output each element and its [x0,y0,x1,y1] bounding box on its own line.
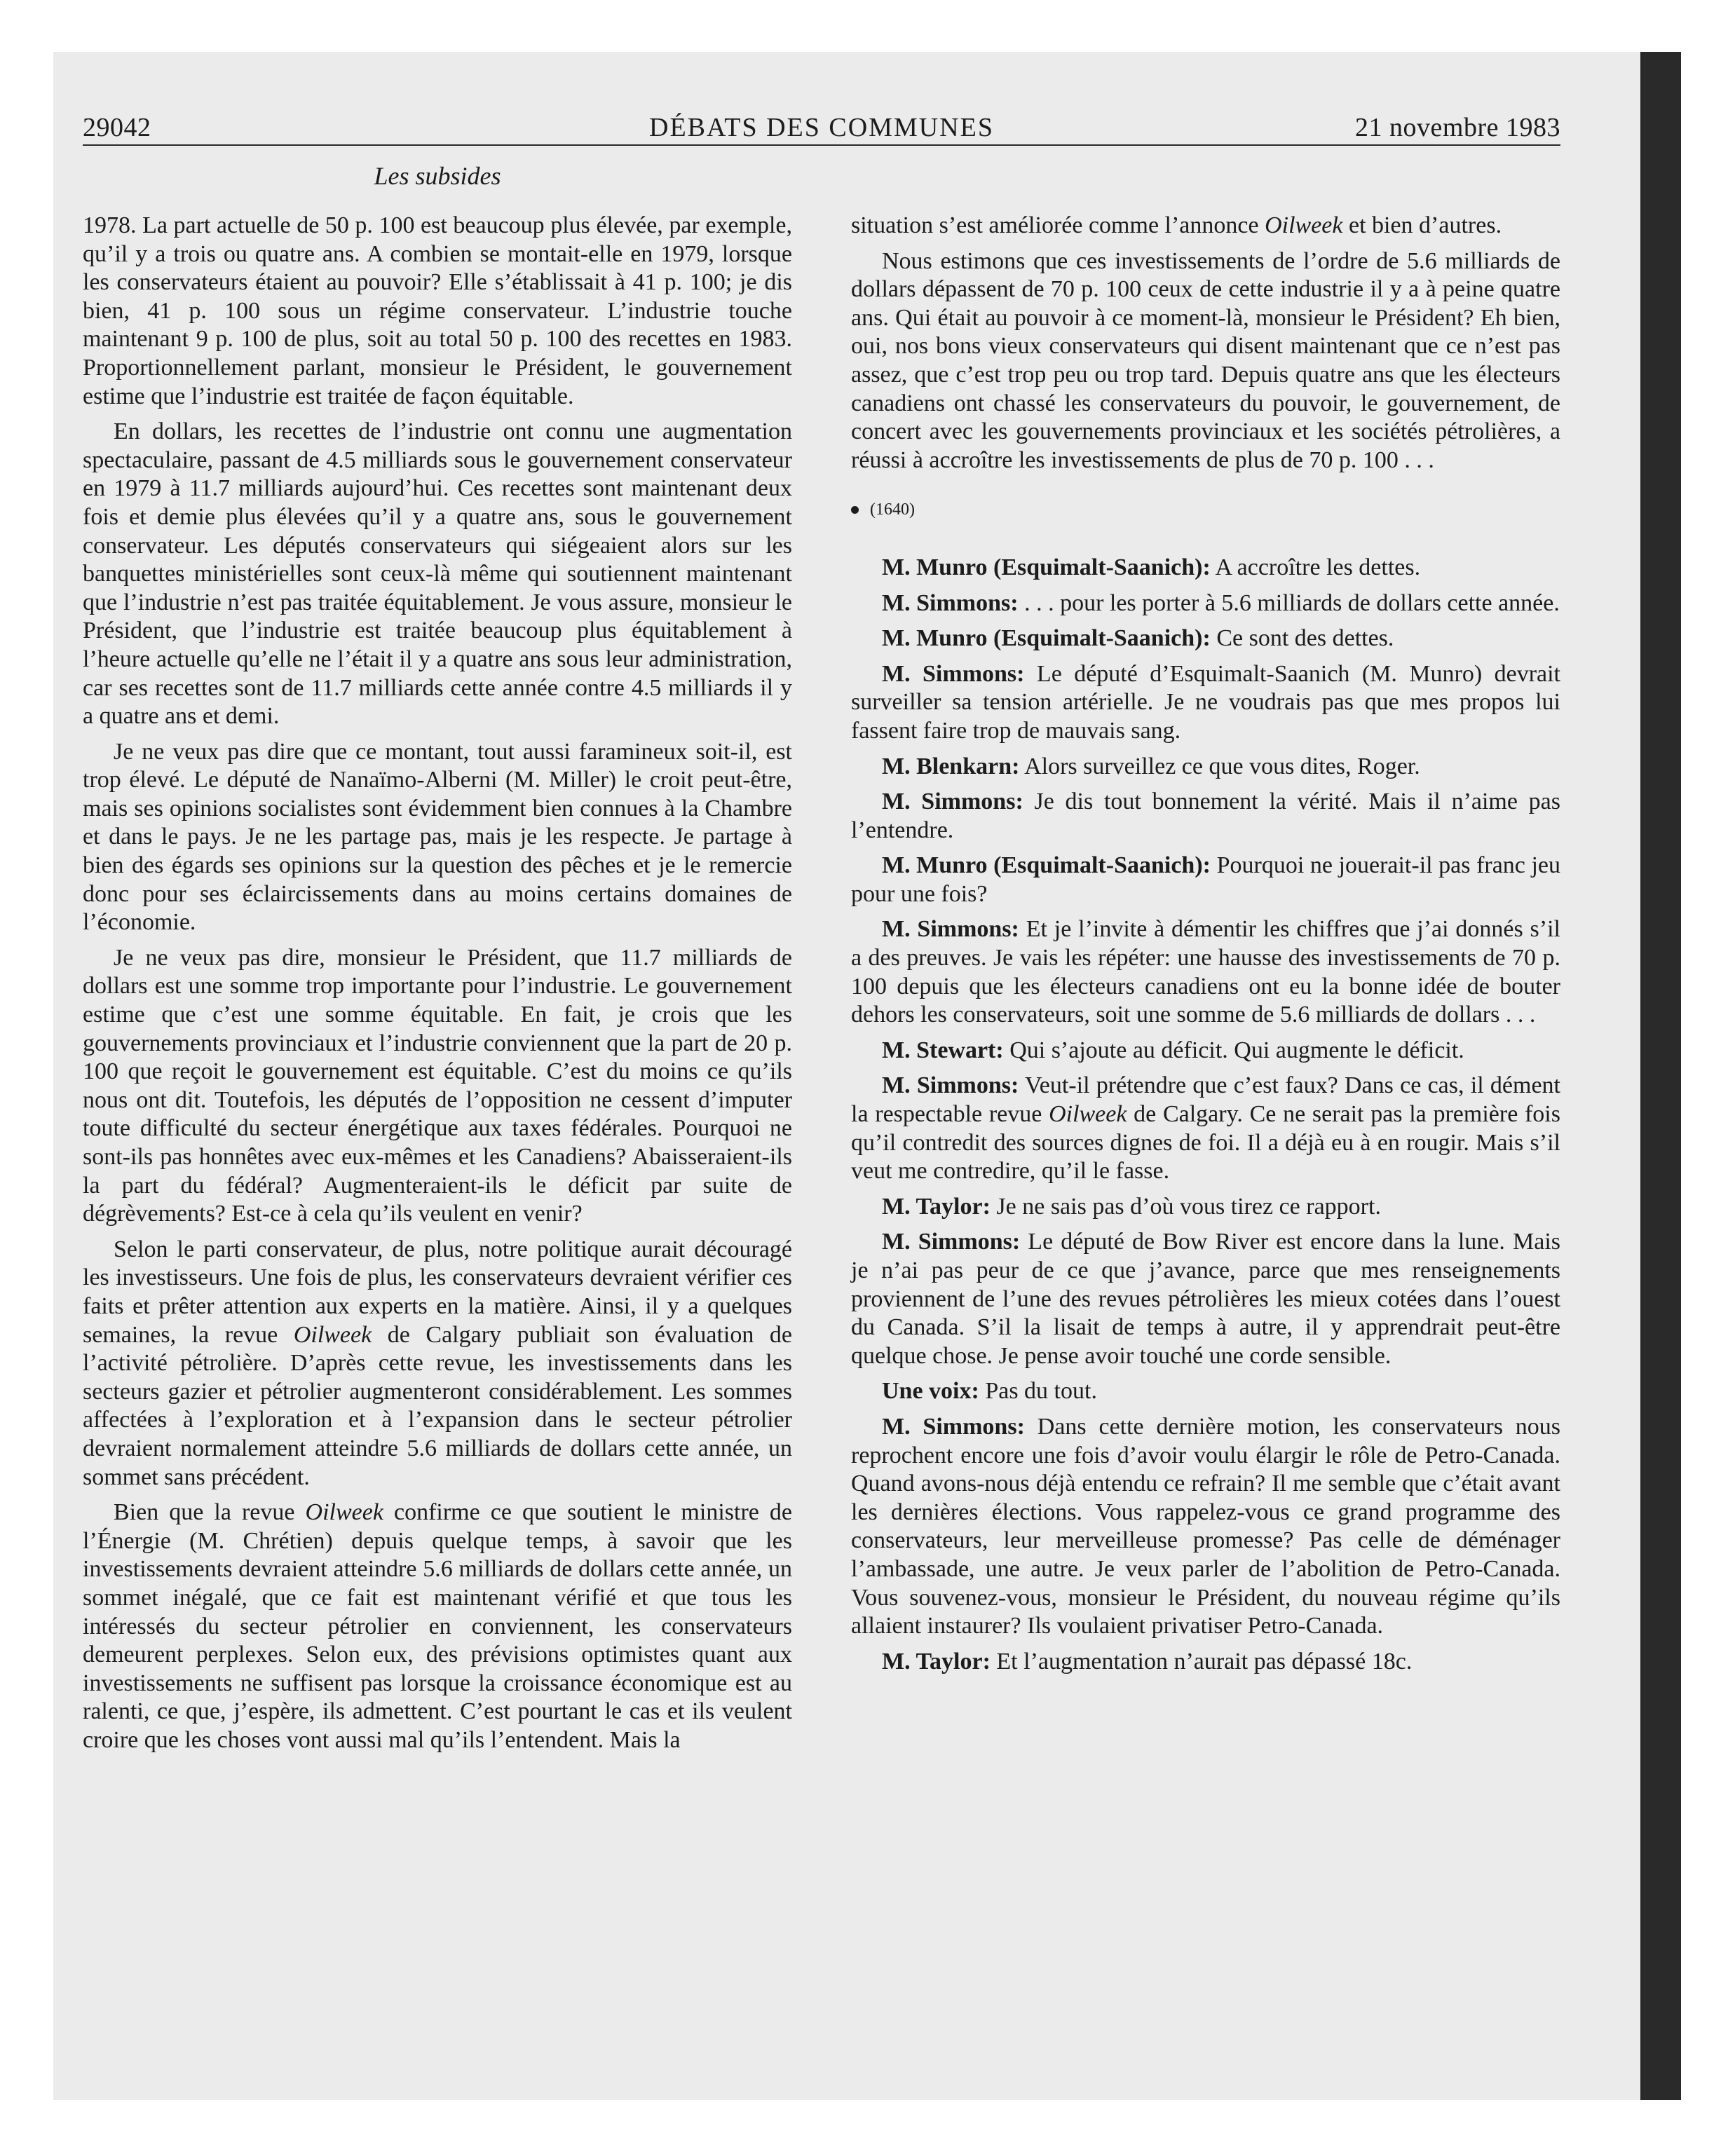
paragraph: Nous estimons que ces investissements de l’ordre de 5.6 milliards de dollars dépassent de 70 p. 100 ceux de cette industrie il y a à peine quatre ans. Qui était au pouvoir à ce moment-là, monsieur le Président? Eh bien, oui, nos bons vieux conservateurs qui disent maintenant que ce n’est pas assez, que c’est trop peu ou trop tard. Depuis quatre ans que les électeurs canadiens ont chassé les conservateurs du pouvoir, le gouvernement, de concert avec les gouvernements provinciaux et les sociétés pétrolières, a réussi à accroître les investissements de plus de 70 p. 100 . . . [851,247,1560,473]
bullet-icon [851,506,859,514]
paragraph: Selon le parti conservateur, de plus, notre politique aurait découragé les investisseurs. Une fois de plus, les conservateurs devraient vérifier ces faits et prêter attention aux experts en la matière. Ainsi, il y a quelques semaines, la revue Oilweek de Calgary publiait son évaluation de l’activité pétrolière. D’après cette revue, les investissements dans les secteurs gazier et pétrolier augmenteront considérablement. Les sommes affectées à l’exploration et à l’expansion dans le secteur pétrolier devraient normalement atteindre 5.6 milliards de dollars cette année, un sommet sans précédent. [83,1236,793,1490]
time-marker-label: (1640) [870,500,915,519]
paragraph: Bien que la revue Oilweek confirme ce que soutient le ministre de l’Énergie (M. Chrétien) depuis quelque temps, à savoir que les investissements devraient atteindre 5.6 milliards de dollars cette année, un sommet inégalé, que ce fait est maintenant vérifié et que tous les intéressés du secteur pétrolier en conviennent, les conservateurs demeurent perplexes. Selon eux, des prévisions optimistes quant aux investissements ne suffisent pas lorsque la croissance économique est au ralenti, ce que, j’espère, ils admettent. C’est pourtant le cas et ils veulent croire que les choses vont aussi mal qu’ils l’entendent. Mais la [83,1499,792,1753]
paragraph: 1978. La part actuelle de 50 p. 100 est beaucoup plus élevée, par exemple, qu’il y a trois ou quatre ans. A combien se montait-elle en 1979, lorsque les conservateurs étaient au pouvoir? Elle s’établissait à 41 p. 100; je dis bien, 41 p. 100 sous un régime conservateur. L’industrie touche maintenant 9 p. 100 de plus, soit au total 50 p. 100 des recettes en 1983. Proportionnellement parlant, monsieur le Président, le gouvernement estime que l’industrie est traitée de façon équitable. [83,212,792,409]
speech: M. Munro (Esquimalt-Saanich): Ce sont des dettes. [882,625,1394,652]
speaker: Une voix: [882,1378,979,1405]
speech: M. Simmons: . . . pour les porter à 5.6 milliards de dollars cette année. [882,589,1560,616]
riding: Esquimalt-Saanich [1001,554,1195,580]
paragraph: situation s’est améliorée comme l’annonce Oilweek et bien d’autres. [851,212,1502,238]
paragraph: En dollars, les recettes de l’industrie ont connu une augmentation spectaculaire, passant de 4.5 milliards sous le gouvernement conservateur en 1979 à 11.7 milliards aujourd’hui. Ces recettes sont maintenant deux fois et demie plus élevées qu’il y a quatre ans, sous le gouvernement conservateur. Les députés conservateurs qui siégeaient alors sur les banquettes ministérielles sont ceux-là même qui soutiennent maintenant que l’industrie n’est pas traitée équitablement. Je vous assure, monsieur le Président, que l’industrie est traitée beaucoup plus équitablement à l’heure actuelle qu’elle ne l’était il y a quatre ans sous leur administration, car ses recettes sont de 11.7 milliards cette année contre 4.5 milliards il y a quatre ans et demi. [83,418,792,730]
speaker: M. Simmons: [882,1072,1019,1099]
page-header [83,112,1560,161]
speaker: M. Stewart: [882,1037,1004,1063]
speech: M. Simmons: Le député de Bow River est encore dans la lune. Mais je n’ai pas peur de ce que j’avance, parce que mes renseignements proviennent de l’une des revues pétrolières les mieux cotées dans l’ouest du Canada. S’il la lisait de temps à autre, il y apprendrait peut-être quelque chose. Je pense avoir touché une corde sensible. [851,1229,1561,1369]
left-column [83,212,792,1761]
speaker: M. Munro [882,625,988,652]
speech: M. Simmons: Je dis tout bonnement la vérité. Mais il n’aime pas l’entendre. [851,789,1561,843]
speaker: M. Simmons: [882,1413,1025,1440]
paragraph: Je ne veux pas dire que ce montant, tout aussi faramineux soit-il, est trop élevé. Le député de Nanaïmo-Alberni (M. Miller) le croit peut-être, mais ses opinions socialistes sont évidemment bien connues à la Chambre et dans le pays. Je ne les partage pas, mais je les respecte. Je partage à bien des égards ses opinions sur la question des pêches et je le remercie donc pour ses éclaircissements dans au moins certains domaines de l’économie. [83,738,792,936]
publication-title: DÉBATS DES COMMUNES [649,113,994,142]
magazine-name: Oilweek [305,1499,383,1526]
magazine-name: Oilweek [1265,212,1343,238]
page-number: 29042 [83,113,151,142]
header-rule [83,144,1560,146]
speaker: M. Blenkarn: [882,753,1020,779]
speaker: M. Simmons: [882,916,1019,943]
speaker: M. Munro [882,852,988,879]
speaker: M. Taylor: [882,1648,991,1674]
speech: M. Simmons: Le député d’Esquimalt-Saanich (M. Munro) devrait surveiller sa tension artérielle. Je ne voudrais pas que mes propos lui fassent faire trop de mauvais sang. [851,660,1561,744]
speaker: M. Simmons: [882,589,1019,616]
time-marker [851,496,1560,524]
speech: M. Simmons: Et je l’invite à démentir les chiffres que j’ai donnés s’il a des preuves. Je vais les répéter: une hausse des investissements de 70 p. 100 depuis que les électeurs canadiens ont eu la bonne idée de bouter dehors les conservateurs, soit une somme de 5.6 milliards de dollars . . . [851,916,1561,1028]
right-column [851,212,1560,1683]
speaker: M. Taylor: [882,1193,991,1220]
speaker: M. Simmons: [882,660,1025,687]
speech: M. Stewart: Qui s’ajoute au déficit. Qui augmente le déficit. [882,1037,1464,1063]
section-subhead: Les subsides [374,162,501,190]
speech: M. Simmons: Veut-il prétendre que c’est faux? Dans ce cas, il dément la respectable revue Oilweek de Calgary. Ce ne serait pas la première fois qu’il contredit des sources dignes de foi. Il a déjà eu à en rougir. Mais s’il veut me contredire, qu’il le fasse. [851,1072,1560,1185]
binding-edge [1640,52,1681,2100]
riding: Esquimalt-Saanich [1001,625,1195,652]
speech: M. Taylor: Je ne sais pas d’où vous tirez ce rapport. [882,1193,1381,1220]
speech: M. Munro (Esquimalt-Saanich): A accroître les dettes. [882,554,1421,580]
speech: M. Munro (Esquimalt-Saanich): Pourquoi ne jouerait-il pas franc jeu pour une fois? [851,852,1561,907]
speaker: M. Simmons: [882,789,1023,815]
magazine-name: Oilweek [293,1321,372,1348]
speaker: M. Simmons: [882,1229,1021,1255]
speech: M. Blenkarn: Alors surveillez ce que vous dites, Roger. [882,753,1420,779]
magazine-name: Oilweek [1049,1101,1127,1128]
riding: Esquimalt-Saanich [1001,852,1195,879]
speech: M. Taylor: Et l’augmentation n’aurait pas dépassé 18c. [882,1648,1413,1674]
paragraph: Je ne veux pas dire, monsieur le Président, que 11.7 milliards de dollars est une somme trop importante pour l’industrie. Le gouvernement estime que c’est une somme équitable. En fait, je crois que les gouvernements provinciaux et l’industrie conviennent que la part de 20 p. 100 que reçoit le gouvernement est équitable. C’est du moins ce qu’ils nous ont dit. Toutefois, les députés de l’opposition ne cessent d’imputer toute difficulté du secteur énergétique aux taxes fédérales. Pourquoi ne sont-ils pas honnêtes avec eux-mêmes et les Canadiens? Abaisseraient-ils la part du fédéral? Augmenteraient-ils le déficit par suite de dégrèvements? Est-ce à cela qu’ils veulent en venir? [83,944,792,1227]
speech: Une voix: Pas du tout. [882,1378,1097,1405]
sitting-date: 21 novembre 1983 [1355,113,1560,142]
speaker: M. Munro [882,554,988,580]
speech: M. Simmons: Dans cette dernière motion, les conservateurs nous reprochent encore une fois d’avoir voulu élargir le rôle de Petro-Canada. Quand avons-nous déjà entendu ce refrain? Il me semble que c’était avant les dernières élections. Vous rappelez-vous ce grand programme des conservateurs, leur merveilleuse promesse? Pas celle de déménager l’ambassade, une autre. Je veux parler de l’abolition de Petro-Canada. Vous souvenez-vous, monsieur le Président, du nouveau régime qu’ils allaient instaurer? Ils voulaient privatiser Petro-Canada. [851,1413,1560,1639]
